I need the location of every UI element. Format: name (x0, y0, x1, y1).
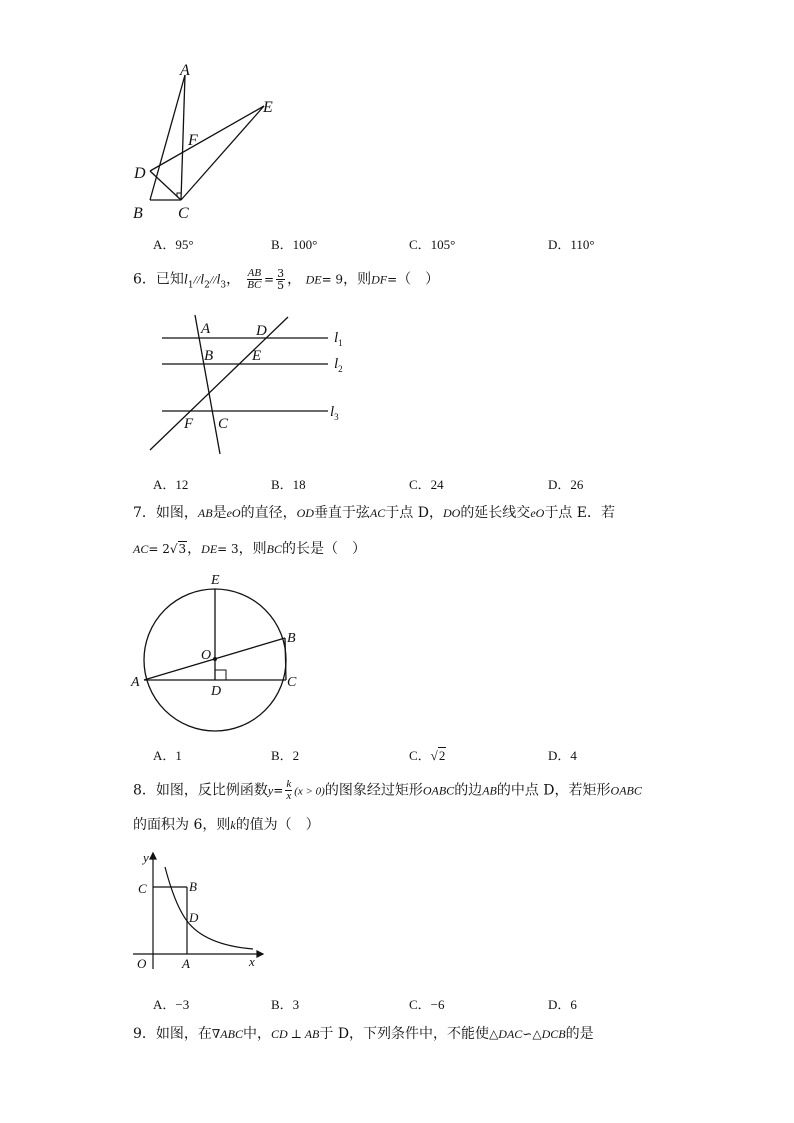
label-l2: $l_2$ (334, 356, 343, 374)
q6-option-a[interactable]: A．12 (153, 477, 189, 492)
q6-stem: 6．已知$l_1//l_2//l_3$， $\frac{AB}{BC}$ = $\frac{3}{5}$ ， DE= 9，则DF=（ ） (133, 267, 440, 292)
q7-option-b[interactable]: B．2 (271, 748, 300, 763)
q5-option-b[interactable]: B．100° (271, 237, 318, 252)
label-E: E (263, 99, 273, 116)
q8-option-c[interactable]: C．−6 (409, 997, 445, 1012)
q5-option-d[interactable]: D．110° (548, 237, 595, 252)
label-C: C (218, 416, 229, 432)
hyperbola-curve (165, 867, 253, 949)
label-D: D (211, 684, 222, 699)
q8-option-b[interactable]: B．3 (271, 997, 300, 1012)
label-O: O (137, 956, 147, 971)
label-y: y (143, 850, 149, 865)
q8-option-d[interactable]: D．6 (548, 997, 577, 1012)
q8-stem-line1: 8．如图，反比例函数y= $\frac{k}{x}$ (x > 0)的图象经过矩形OABC的边AB的中点 D，若矩形OABC (133, 778, 642, 802)
q5-figure (120, 58, 290, 228)
q8-option-a[interactable]: A．−3 (153, 997, 190, 1012)
label-F: F (184, 416, 194, 432)
q8-stem-line2: 的面积为 6，则k的值为（ ） (133, 817, 320, 833)
x-axis-arrow (257, 951, 263, 957)
q7-option-d[interactable]: D．4 (548, 748, 577, 763)
q8-figure (125, 845, 275, 975)
y-axis-arrow (150, 853, 156, 859)
q9-stem: 9．如图，在∇ABC中，CD ⊥ AB于 D，下列条件中，不能使△DAC∽△DCB的是 (133, 1026, 594, 1042)
label-B: B (133, 205, 143, 222)
q7-figure (125, 570, 310, 735)
label-A: A (182, 956, 190, 971)
fraction-k-x: $\frac{k}{x}$ (286, 778, 292, 802)
q5-option-a[interactable]: A．95° (153, 237, 194, 252)
label-l1: $l_1$ (334, 330, 343, 348)
label-B: B (287, 631, 296, 646)
label-D: D (189, 910, 199, 925)
label-E: E (252, 348, 262, 364)
label-B: B (204, 348, 214, 364)
q7-stem-line1: 7．如图，AB是eO的直径，OD垂直于弦AC于点 D，DO的延长线交eO于点 E．若 (133, 505, 615, 521)
label-C: C (287, 675, 297, 690)
label-E: E (211, 573, 220, 588)
q6-option-b[interactable]: B．18 (271, 477, 306, 492)
q7-option-c[interactable]: C．√2 (409, 748, 446, 763)
fraction-ab-bc: $\frac{AB}{BC}$ (247, 267, 262, 291)
label-l3: $l_3$ (330, 404, 339, 422)
line-AB (150, 75, 185, 200)
right-angle-mark (215, 670, 226, 680)
q6-option-d[interactable]: D．26 (548, 477, 584, 492)
label-A: A (180, 62, 190, 79)
q5-option-c[interactable]: C．105° (409, 237, 456, 252)
label-D: D (256, 323, 267, 339)
label-C: C (138, 881, 147, 896)
label-D: D (134, 165, 146, 182)
q7-option-a[interactable]: A．1 (153, 748, 182, 763)
label-O: O (201, 648, 212, 663)
label-B: B (189, 879, 197, 894)
label-A: A (201, 321, 211, 337)
line-AC (181, 75, 185, 200)
q6-figure (140, 310, 360, 460)
center-point (213, 657, 217, 661)
label-A: A (131, 675, 140, 690)
q6-option-c[interactable]: C．24 (409, 477, 444, 492)
q7-stem-line2: AC= 2√3，DE= 3，则BC的长是（ ） (133, 541, 367, 557)
line-CE (181, 106, 264, 200)
label-C: C (178, 205, 189, 222)
label-x: x (249, 954, 255, 969)
fraction-3-5: $\frac{3}{5}$ (277, 267, 285, 292)
label-F: F (188, 132, 198, 149)
